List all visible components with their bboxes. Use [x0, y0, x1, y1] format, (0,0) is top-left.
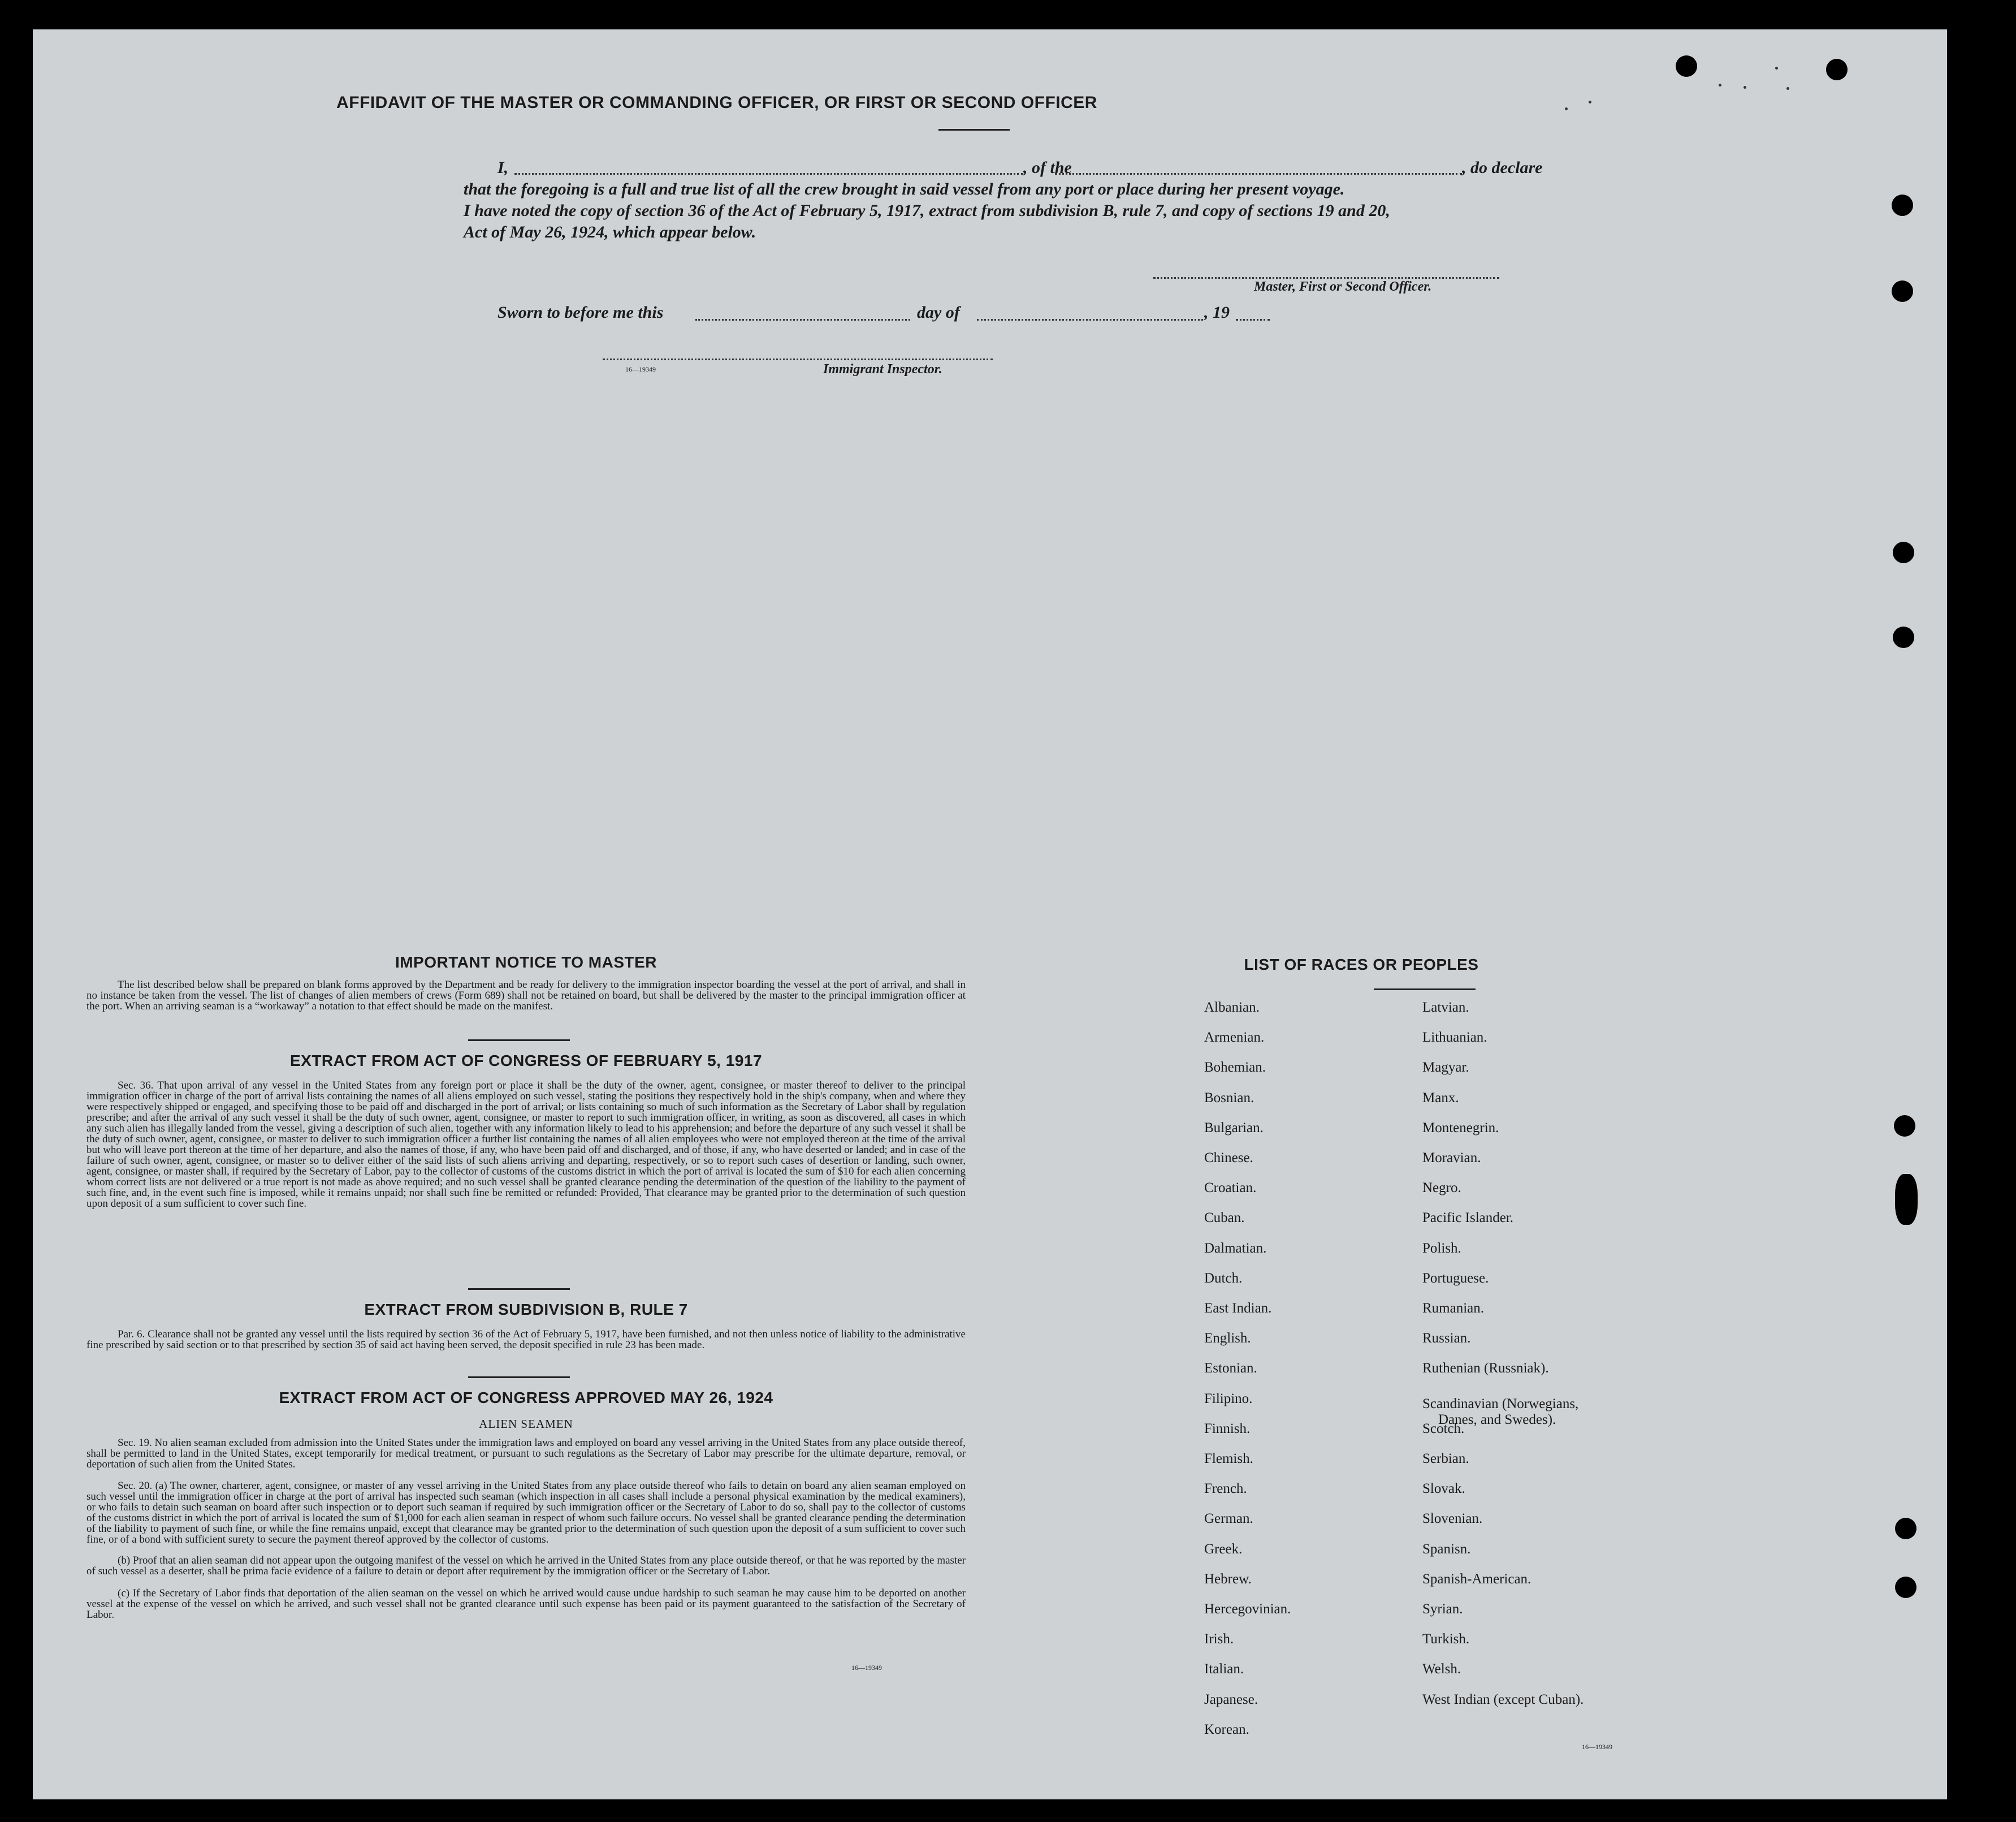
punch-hole — [1894, 1115, 1915, 1137]
extract-form-number: 16—19349 — [851, 1664, 882, 1672]
race-item: Scandinavian (Norwegians, — [1422, 1396, 1579, 1412]
signature-caption: Master, First or Second Officer. — [1254, 279, 1432, 294]
day-blank[interactable] — [695, 319, 910, 321]
sworn-label: Sworn to before me this — [497, 303, 664, 322]
affidavit-line-2: that the foregoing is a full and true list of all the crew brought in said vessel from any port or place during her present voyage. — [464, 180, 1345, 198]
race-item: Rumanian. — [1422, 1301, 1485, 1316]
race-item: Lithuanian. — [1422, 1030, 1487, 1046]
punch-hole — [1826, 59, 1848, 80]
race-item: Polish. — [1422, 1240, 1461, 1256]
race-item: Korean. — [1204, 1721, 1249, 1737]
title-underline — [938, 129, 1010, 131]
affidavit-line-3: I have noted the copy of section 36 of the Act of February 5, 1917, extract from subdivision B, rule 7, and copy of sections 19 and 20, — [464, 201, 1390, 220]
signature-blank[interactable] — [1153, 277, 1499, 279]
day-of-label: day of — [917, 303, 960, 322]
race-item: Armenian. — [1204, 1030, 1265, 1046]
punch-hole — [1895, 1577, 1917, 1598]
race-item: Portuguese. — [1422, 1270, 1489, 1286]
extract2-text: Par. 6. Clearance shall not be granted any vessel until the lists required by section 36 of the Act of February 5, 1917, have been furnished, and not then unless notice of liability to the administrative fine prescribed by said section or to that prescribed by section 35 of said act having been served, the deposit specified in rule 23 has been made. — [86, 1328, 966, 1351]
race-item: Montenegrin. — [1422, 1120, 1499, 1135]
race-item: Hercegovinian. — [1204, 1601, 1291, 1617]
race-item: Dutch. — [1204, 1270, 1243, 1286]
race-item: Pacific Islander. — [1422, 1210, 1514, 1226]
race-item: Greek. — [1204, 1541, 1243, 1557]
race-item: Russian. — [1422, 1331, 1471, 1346]
race-item: Danes, and Swedes). — [1438, 1412, 1556, 1428]
inspector-caption: Immigrant Inspector. — [823, 362, 942, 377]
affidavit-form-number: 16—19349 — [625, 365, 656, 373]
notice-text: The list described below shall be prepared on blank forms approved by the Department and be ready for delivery to the immigration inspector boarding the vessel at the port of arrival, and shall in no instance be taken from the vessel. The list of changes of alien members of crews (Form 689) shall not be retained on board, but shall be delivered by the master to the principal immigration officer at the port. When an arriving seaman is a “workaway” a notation to that effect should be made on the manifest. — [86, 979, 966, 1012]
affidavit-i-label: I, — [497, 158, 509, 177]
race-item: Ruthenian (Russniak). — [1422, 1361, 1549, 1376]
race-item: Japanese. — [1204, 1691, 1258, 1707]
race-item: Bohemian. — [1204, 1060, 1266, 1076]
race-item: Flemish. — [1204, 1451, 1253, 1466]
race-item: Turkish. — [1422, 1631, 1470, 1647]
extract2-divider — [468, 1376, 570, 1378]
races-form-number: 16—19349 — [1582, 1743, 1612, 1751]
punch-hole — [1895, 1174, 1918, 1225]
punch-hole — [1893, 627, 1914, 648]
race-item: Spanish-American. — [1422, 1571, 1532, 1587]
race-item: Croatian. — [1204, 1180, 1257, 1196]
year-blank[interactable] — [1236, 319, 1270, 321]
extract1-text: Sec. 36. That upon arrival of any vessel in the United States from any foreign port or place it shall be the duty of the owner, agent, consignee, or master thereof to deliver to the principal immigration officer in charge of the port of arrival lists containing the names of all aliens employed on such vessel, stating the positions they respectively hold in the ship's company, when and where they were respectively shipped or engaged, and specifying those to be paid off and discharged in the port of arrival; or lists containing so much of such information as the Secretary of Labor shall by regulation prescribe; and after the arrival of any such vessel it shall be the duty of such owner, agent, consignee, or master to report to such immigration officer, in writing, as soon as discovered, all cases in which any such alien has illegally landed from the vessel, giving a description of such alien, together with any information likely to lead to his apprehension; and before the departure of any such vessel it shall be the duty of such owner, agent, consignee, or master to deliver to such immigration officer a further list containing the names of all alien employees who were not employed thereon at the time of the arrival but who will leave port thereon at the time of her departure, and also the names of those, if any, who have been paid off and discharged, and of those, if any, who have deserted or landed; and in case of the failure of such owner, agent, consignee, or master so to deliver either of the said lists of such aliens arriving and departing, respectively, or so to report such cases of desertion or landing, such owner, agent, consignee, or master shall, if required by the Secretary of Labor, pay to the collector of customs of the customs district in which the port of arrival is located the sum of $10 for each alien concerning whom correct lists are not delivered or a true report is not made as above required; and no such vessel shall be granted clearance pending the determination of the question of the liability to the payment of such fine, and, in the event such fine is imposed, while it remains unpaid; nor shall such fine be remitted or refunded: Provided, That clearance may be granted prior to the determination of such question upon deposit of a sum sufficient to cover such fine. — [86, 1080, 966, 1210]
race-item: Serbian. — [1422, 1451, 1469, 1466]
race-item: Magyar. — [1422, 1060, 1469, 1076]
race-item: Manx. — [1422, 1090, 1459, 1106]
speck — [1744, 86, 1746, 89]
extract3-subtitle: ALIEN SEAMEN — [479, 1417, 573, 1431]
extract3-sec20a: Sec. 20. (a) The owner, charterer, agent, consignee, or master of any vessel arriving in the United States from any place outside thereof who fails to detain on board any alien seaman employed on such vessel until the immigration officer in charge at the port of arrival has inspected such seaman (which inspection in all cases shall include a personal physical examination by the medical examiners), or who fails to detain such seaman on board after such inspection or to deport such seaman if required by such immigration officer or the Secretary of Labor to do so, shall pay to the collector of customs of the customs district in which the port of arrival is located the sum of $1,000 for each alien seaman in respect of whom such failure occurs. No vessel shall be granted clearance pending the determination of the liability to payment of such fine, or while the fine remains unpaid, except that clearance may be granted prior to the determination of such question upon the deposit of a sum sufficient to cover such fine, or of a bond with sufficient surety to secure the payment thereof approved by the collector of customs. — [86, 1480, 966, 1545]
name-blank[interactable] — [514, 173, 1023, 175]
race-item: Welsh. — [1422, 1661, 1461, 1677]
speck — [1786, 87, 1789, 90]
race-item: East Indian. — [1204, 1301, 1272, 1316]
race-item: Filipino. — [1204, 1391, 1253, 1406]
punch-hole — [1676, 55, 1697, 77]
affidavit-line-4: Act of May 26, 1924, which appear below. — [464, 223, 756, 241]
notice-divider — [468, 1039, 570, 1041]
punch-hole — [1895, 1518, 1917, 1539]
race-item: English. — [1204, 1331, 1251, 1346]
race-item: French. — [1204, 1481, 1247, 1497]
vessel-blank[interactable] — [1055, 173, 1462, 175]
race-item: Scotch. — [1422, 1421, 1465, 1436]
race-item: Finnish. — [1204, 1421, 1251, 1436]
races-title: LIST OF RACES OR PEOPLES — [1244, 956, 1479, 973]
race-item: Chinese. — [1204, 1150, 1253, 1165]
extract3-title: EXTRACT FROM ACT OF CONGRESS APPROVED MAY 26, 1924 — [279, 1389, 773, 1406]
extract3-sec19: Sec. 19. No alien seaman excluded from admission into the United States under the immigration laws and employed on board any vessel arriving in the United States from any place outside thereof, shall be permitted to land in the United States, except temporarily for medical treatment, or pursuant to such regulations as the Secretary of Labor may prescribe for the ultimate departure, removal, or deportation of such alien from the United States. — [86, 1437, 966, 1470]
extract2-title: EXTRACT FROM SUBDIVISION B, RULE 7 — [364, 1301, 688, 1318]
notice-title: IMPORTANT NOTICE TO MASTER — [395, 953, 657, 971]
race-item: Italian. — [1204, 1661, 1244, 1677]
extract3-sec20b: (b) Proof that an alien seaman did not appear upon the outgoing manifest of the vessel on which he arrived in the United States from any place outside thereof, or that he was reported by the master of such vessel as a deserter, shall be prima facie evidence of a failure to detain or deport after requirement by the immigration officer or the Secretary of Labor. — [86, 1555, 966, 1577]
race-item: Latvian. — [1422, 1000, 1469, 1015]
race-item: Hebrew. — [1204, 1571, 1252, 1587]
month-blank[interactable] — [977, 319, 1203, 321]
year-label: , 19 — [1204, 303, 1230, 322]
affidavit-of-the-label: , of the — [1023, 158, 1072, 177]
speck — [1565, 107, 1568, 110]
extract3-sec20c: (c) If the Secretary of Labor finds that deportation of the alien seaman on the vessel on which he arrived would cause undue hardship to such seaman he may cause him to be deported on another vessel at the expense of the vessel on which he arrived, and such vessel shall not be granted clearance until such expense has been paid or its payment guaranteed to the satisfaction of the Secretary of Labor. — [86, 1587, 966, 1621]
extract1-title: EXTRACT FROM ACT OF CONGRESS OF FEBRUARY 5, 1917 — [289, 1052, 763, 1069]
race-item: West Indian (except Cuban). — [1422, 1691, 1584, 1707]
race-item: Cuban. — [1204, 1210, 1245, 1226]
race-item: Estonian. — [1204, 1361, 1257, 1376]
race-item: Moravian. — [1422, 1150, 1481, 1165]
race-item: Irish. — [1204, 1631, 1234, 1647]
race-item: Syrian. — [1422, 1601, 1463, 1617]
race-item: German. — [1204, 1511, 1253, 1527]
extract1-divider — [468, 1288, 570, 1290]
speck — [1589, 101, 1591, 103]
race-item: Dalmatian. — [1204, 1240, 1267, 1256]
speck — [1775, 67, 1778, 70]
race-item: Slovak. — [1422, 1481, 1465, 1497]
race-item: Negro. — [1422, 1180, 1461, 1196]
race-item: Albanian. — [1204, 1000, 1260, 1015]
affidavit-declare-label: , do declare — [1462, 158, 1543, 177]
punch-hole — [1892, 280, 1913, 302]
race-item: Bulgarian. — [1204, 1120, 1264, 1135]
affidavit-title: AFFIDAVIT OF THE MASTER OR COMMANDING OFFICER, OR FIRST OR SECOND OFFICER — [336, 93, 1097, 112]
races-divider — [1374, 988, 1476, 990]
speck — [1719, 84, 1721, 87]
inspector-blank[interactable] — [603, 359, 993, 360]
punch-hole — [1892, 195, 1913, 216]
punch-hole — [1893, 542, 1914, 563]
race-item: Spanisn. — [1422, 1541, 1471, 1557]
race-item: Slovenian. — [1422, 1511, 1483, 1527]
document-page — [33, 29, 1947, 1799]
race-item: Bosnian. — [1204, 1090, 1254, 1106]
